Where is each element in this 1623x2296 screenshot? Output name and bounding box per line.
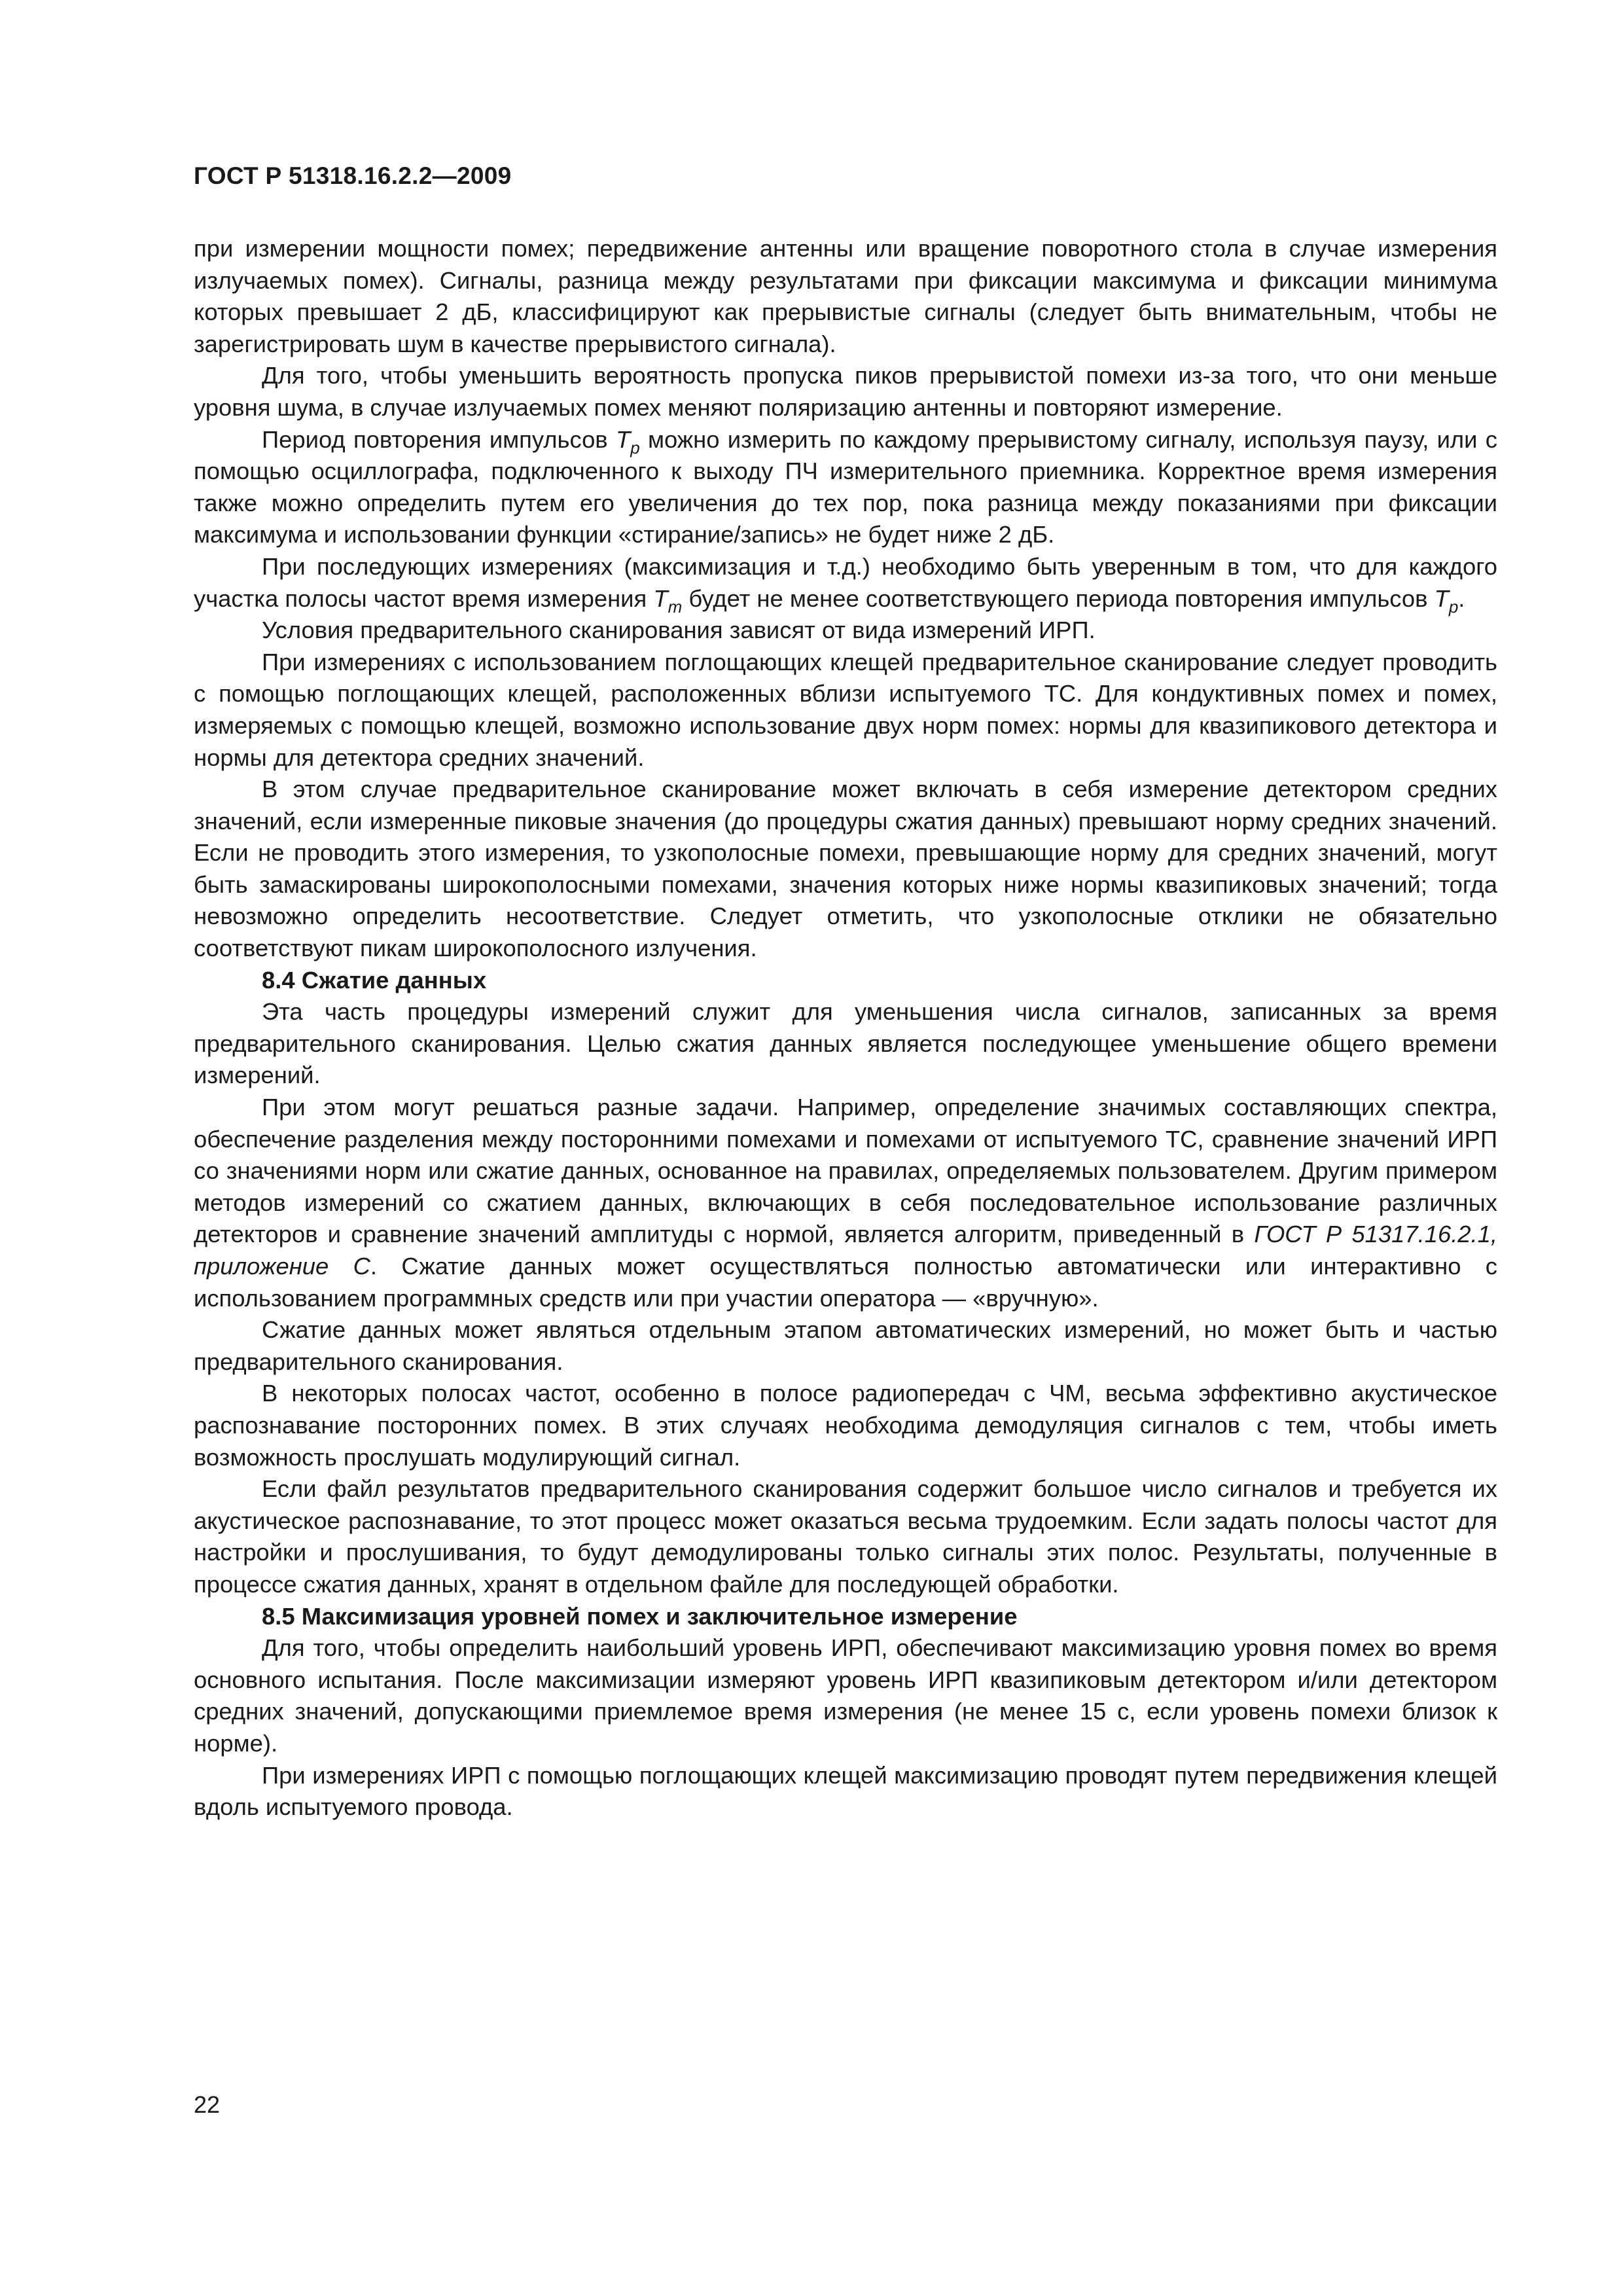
standard-header: ГОСТ Р 51318.16.2.2—2009 — [194, 162, 512, 189]
text-run: При этом могут решаться разные задачи. Например, определение значимых составляющих спектра, обеспечение разделения между посторонними помехами и помехами от испытуемого ТС, сравнение значений ИРП со значениями норм или сжатие данных, основанное на правилах, определяемых пользователем. Другим примером методов измерений со сжатием данных, включающих в себя последовательное использование различных детекторов и сравнение значений амплитуды с нормой, является алгоритм, приведенный в — [194, 1094, 1497, 1248]
paragraph: Условия предварительного сканирования зависят от вида измерений ИРП. — [262, 617, 1096, 644]
document-body — [194, 233, 1497, 1823]
text-run: можно измерить по каждому прерывистому сигналу, используя паузу, или с помощью осциллографа, подключенного к выходу ПЧ измерительного приемника. Корректное время измерения также можно определить путем его увеличения до тех пор, пока разница между показаниями при фиксации максимума и использовании функции «стирание/запись» не будет ниже 2 дБ. — [194, 425, 1497, 548]
paragraph — [194, 424, 1497, 551]
paragraph: Для того, чтобы уменьшить вероятность пропуска пиков прерывистой помехи из-за того, что они меньше уровня шума, в случае излучаемых помех меняют поляризацию антенны и повторяют измерение. — [194, 362, 1497, 421]
text-run: будет не менее соответствующего периода повторения импульсов — [682, 584, 1435, 612]
section-heading: 8.5 Максимизация уровней помех и заключительное измерение — [262, 1602, 1018, 1630]
paragraph: Эта часть процедуры измерений служит для уменьшения числа сигналов, записанных за время предварительного сканирования. Целью сжатия данных является последующее уменьшение общего времени измерений. — [194, 998, 1497, 1089]
paragraph: При измерениях с использованием поглощающих клещей предварительное сканирование следует проводить с помощью поглощающих клещей, расположенных вблизи испытуемого ТС. Для кондуктивных помех и помех, измеряемых с помощью клещей, возможно использование двух норм помех: нормы для квазипикового детектора и нормы для детектора средних значений. — [194, 648, 1497, 771]
paragraph: Для того, чтобы определить наибольший уровень ИРП, обеспечивают максимизацию уровня помех во время основного испытания. После максимизации измеряют уровень ИРП квазипиковым детектором и/или детектором средних значений, допускающими приемлемое время измерения (не менее 15 с, если уровень помехи близок к норме). — [194, 1634, 1497, 1757]
paragraph: При измерениях ИРП с помощью поглощающих клещей максимизацию проводят путем передвижения клещей вдоль испытуемого провода. — [194, 1761, 1497, 1821]
text-run: . Сжатие данных может осуществляться полностью автоматически или интерактивно с использованием программных средств или при участии оператора — «вручную». — [194, 1253, 1497, 1312]
text-run: . — [1458, 584, 1465, 612]
paragraph: Сжатие данных может являться отдельным этапом автоматических измерений, но может быть и частью предварительного сканирования. — [194, 1316, 1497, 1375]
paragraph: В некоторых полосах частот, особенно в полосе радиопередач с ЧМ, весьма эффективно акустическое распознавание посторонних помех. В этих случаях необходима демодуляция сигналов с тем, чтобы иметь возможность прослушать модулирующий сигнал. — [194, 1380, 1497, 1471]
text-run: Период повторения импульсов — [262, 425, 616, 453]
text-run: При последующих измерениях (максимизация и т.д.) необходимо быть уверенным в том, что для каждого участка полосы частот время измерения — [194, 552, 1497, 612]
standard-reference: ГОСТ Р 51317.16.2.1, приложение С — [194, 1221, 1497, 1280]
paragraph — [194, 1092, 1497, 1314]
symbol: T — [1434, 584, 1449, 612]
subscript: m — [668, 596, 683, 617]
subscript: p — [630, 437, 640, 457]
paragraph — [194, 551, 1497, 615]
page-number: 22 — [194, 2091, 221, 2118]
symbol: T — [653, 584, 668, 612]
symbol: T — [615, 425, 631, 453]
section-heading: 8.4 Сжатие данных — [262, 966, 487, 994]
paragraph: при измерении мощности помех; передвижение антенны или вращение поворотного стола в случае измерения излучаемых помех). Сигналы, разница между результатами при фиксации максимума и фиксации минимума которых превышает 2 дБ, классифицируют как прерывистые сигналы (следует быть внимательным, чтобы не зарегистрировать шум в качестве прерывистого сигнала). — [194, 235, 1497, 357]
paragraph: В этом случае предварительное сканирование может включать в себя измерение детектором средних значений, если измеренные пиковые значения (до процедуры сжатия данных) превышают норму средних значений. Если не проводить этого измерения, то узкополосные помехи, превышающие норму для средних значений, могут быть замаскированы широкополосными помехами, значения которых ниже нормы квазипиковых значений; тогда невозможно определить несоответствие. Следует отметить, что узкополосные отклики не обязательно соответствуют пикам широкополосного излучения. — [194, 776, 1497, 962]
subscript: p — [1448, 596, 1459, 617]
paragraph: Если файл результатов предварительного сканирования содержит большое число сигналов и требуется их акустическое распознавание, то этот процесс может оказаться весьма трудоемким. Если задать полосы частот для настройки и прослушивания, то будут демодулированы только сигналы этих полос. Результаты, полученные в процессе сжатия данных, хранят в отдельном файле для последующей обработки. — [194, 1475, 1497, 1598]
